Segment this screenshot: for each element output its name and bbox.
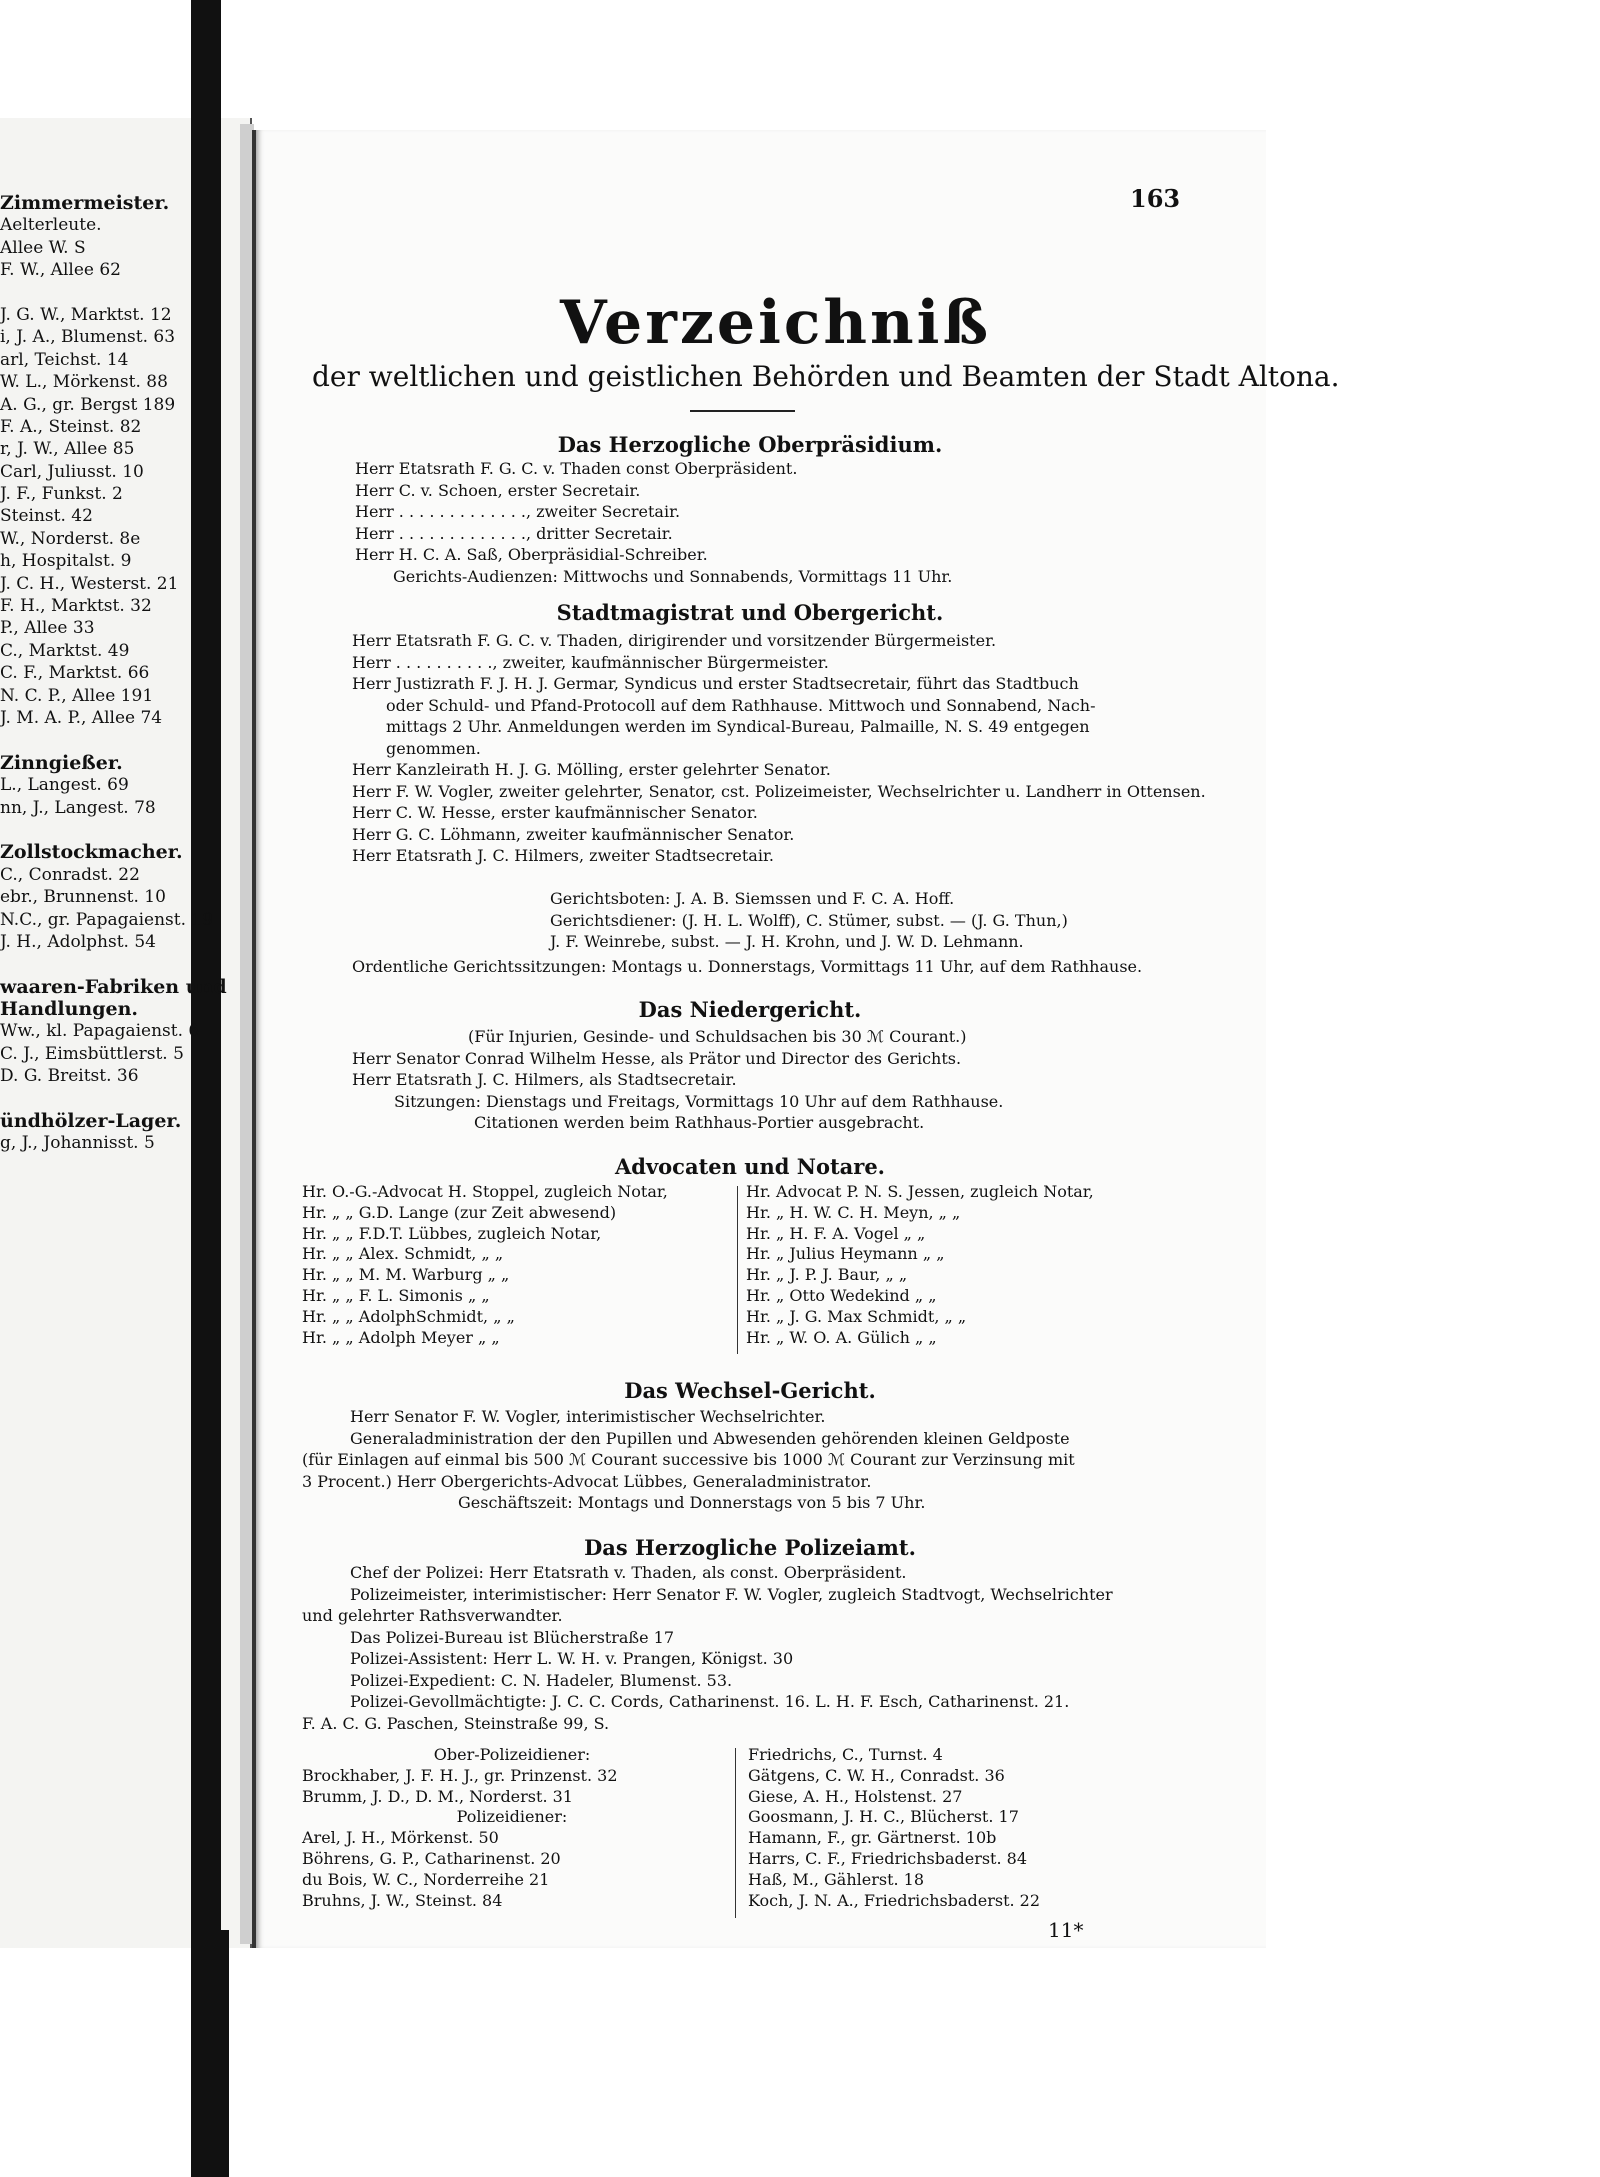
- page-title: Verzeichniß: [560, 288, 992, 358]
- advocate-entry: Hr. „ „ AdolphSchmidt, „ „: [302, 1306, 515, 1326]
- left-line: Carl, Juliusst. 10: [0, 461, 144, 482]
- advocaten-left-column: [302, 1182, 732, 1348]
- title-rule: [690, 410, 795, 412]
- entry-line: (für Einlagen auf einmal bis 500 ℳ Courant successive bis 1000 ℳ Courant zur Verzinsung mit: [302, 1450, 1075, 1469]
- scan-edge-band-lower: [191, 1930, 229, 2177]
- entry-line: 3 Procent.) Herr Obergerichts-Advocat Lübbes, Generaladministrator.: [302, 1471, 872, 1491]
- left-line: F. A., Steinst. 82: [0, 416, 142, 437]
- section-gerichtsboten: [550, 888, 1068, 953]
- gerichtssitzungen: Ordentliche Gerichtssitzungen: Montags u. Donnerstags, Vormittags 11 Uhr, auf dem Rathhause.: [352, 957, 1143, 976]
- advocate-entry: Hr. „ J. G. Max Schmidt, „ „: [746, 1306, 967, 1326]
- advocate-entry: Hr. „ J. P. J. Baur, „ „: [746, 1265, 908, 1285]
- entry-line: Gerichtsboten: J. A. B. Siemssen und F. C. A. Hoff.: [550, 889, 955, 908]
- left-line: J. C. H., Westerst. 21: [0, 573, 179, 594]
- advocate-entry: Hr. „ Otto Wedekind „ „: [746, 1285, 937, 1305]
- column-divider: [735, 1748, 736, 1918]
- advocate-entry: Hr. „ H. W. C. H. Meyn, „ „: [746, 1202, 961, 1222]
- police-entry: Giese, A. H., Holstenst. 27: [748, 1786, 963, 1806]
- advocate-entry: Hr. „ H. F. A. Vogel „ „: [746, 1223, 926, 1243]
- entry-line: Polizei-Gevollmächtigte: J. C. C. Cords, Catharinenst. 16. L. H. F. Esch, Catharinenst. 21.: [350, 1692, 1070, 1711]
- entry-line: Herr Etatsrath F. G. C. v. Thaden const Oberpräsident.: [355, 459, 798, 478]
- entry-line: (Für Injurien, Gesinde- und Schuldsachen bis 30 ℳ Courant.): [468, 1027, 967, 1046]
- entry-line: Herr . . . . . . . . . ., zweiter, kaufmännischer Bürgermeister.: [352, 652, 829, 672]
- entry-line: Herr H. C. A. Saß, Oberpräsidial-Schreiber.: [355, 545, 708, 564]
- entry-line: F. A. C. G. Paschen, Steinstraße 99, S.: [302, 1713, 610, 1733]
- advocate-entry: Hr. „ W. O. A. Gülich „ „: [746, 1327, 937, 1347]
- left-line: D. G. Breitst. 36: [0, 1066, 139, 1087]
- police-entry: Goosmann, J. H. C., Blücherst. 17: [748, 1807, 1019, 1827]
- section-niedergericht: [352, 1026, 1003, 1134]
- police-entry: Haß, M., Gählerst. 18: [748, 1869, 925, 1889]
- entry-line: Herr Etatsrath F. G. C. v. Thaden, dirigirender und vorsitzender Bürgermeister.: [352, 631, 997, 650]
- entry-line: Das Polizei-Bureau ist Blücherstraße 17: [350, 1627, 675, 1647]
- left-line: i, J. A., Blumenst. 63: [0, 327, 176, 348]
- left-line: Aelterleute.: [0, 215, 102, 236]
- left-line: F. H., Marktst. 32: [0, 596, 152, 617]
- left-line: [0, 1088, 240, 1110]
- entry-line: Gerichts-Audienzen: Mittwochs und Sonnabends, Vormittags 11 Uhr.: [393, 566, 953, 586]
- left-line: Allee W. S: [0, 237, 86, 258]
- entry-line: Herr . . . . . . . . . . . . ., dritter Secretair.: [355, 523, 673, 543]
- police-entry: Hamann, F., gr. Gärtnerst. 10b: [748, 1828, 997, 1848]
- police-entry: Brockhaber, J. F. H. J., gr. Prinzenst. 32: [302, 1765, 618, 1785]
- advocate-entry: Hr. O.-G.-Advocat H. Stoppel, zugleich Notar,: [302, 1182, 668, 1201]
- left-line: J. F., Funkst. 2: [0, 484, 123, 505]
- page-number: 163: [1130, 184, 1181, 213]
- left-line: J. G. W., Marktst. 12: [0, 304, 172, 325]
- left-line: C. J., Eimsbüttlerst. 5: [0, 1043, 184, 1064]
- left-line: waaren-Fabriken und: [0, 975, 227, 998]
- advocate-entry: Hr. „ „ Adolph Meyer „ „: [302, 1327, 500, 1347]
- left-line: [0, 729, 240, 751]
- entry-line: Polizeimeister, interimistischer: Herr Senator F. W. Vogler, zugleich Stadtvogt, Wechselrichter: [350, 1584, 1113, 1604]
- entry-line: Gerichtsdiener: (J. H. L. Wolff), C. Stümer, subst. — (J. G. Thun,): [550, 910, 1068, 930]
- entry-line: Citationen werden beim Rathhaus-Portier ausgebracht.: [474, 1113, 925, 1132]
- advocate-entry: Hr. „ „ F. L. Simonis „ „: [302, 1285, 490, 1305]
- entry-line: Herr Etatsrath J. C. Hilmers, als Stadtsecretair.: [352, 1070, 737, 1089]
- left-line: [0, 282, 240, 304]
- entry-line: Herr . . . . . . . . . . . . ., zweiter Secretair.: [355, 502, 681, 521]
- left-line: A. G., gr. Bergst 189: [0, 394, 176, 415]
- left-line: Zinngießer.: [0, 751, 123, 774]
- entry-line: Chef der Polizei: Herr Etatsrath v. Thaden, als const. Oberpräsident.: [350, 1563, 907, 1582]
- entry-line: oder Schuld- und Pfand-Protocoll auf dem Rathhause. Mittwoch und Sonnabend, Nach-: [386, 695, 1096, 715]
- left-line: Handlungen.: [0, 998, 139, 1021]
- left-line: F. W., Allee 62: [0, 260, 121, 281]
- entry-line: Herr Senator Conrad Wilhelm Hesse, als Prätor und Director des Gerichts.: [352, 1048, 962, 1068]
- sub-heading: Polizeidiener:: [456, 1807, 568, 1827]
- section-heading-niedergericht: Das Niedergericht.: [638, 997, 862, 1022]
- entry-line: Herr F. W. Vogler, zweiter gelehrter, Senator, cst. Polizeimeister, Wechselrichter u. Landherr in Ottensen.: [352, 781, 1206, 801]
- left-line: P., Allee 33: [0, 618, 95, 639]
- left-line: N. C. P., Allee 191: [0, 685, 154, 706]
- polizeidiener-right-column: [748, 1745, 1188, 1911]
- section-wechselgericht: [302, 1406, 1075, 1514]
- left-line: C., Conradst. 22: [0, 864, 140, 885]
- advocate-entry: Hr. Advocat P. N. S. Jessen, zugleich Notar,: [746, 1182, 1094, 1201]
- advocate-entry: Hr. „ „ Alex. Schmidt, „ „: [302, 1244, 504, 1264]
- entry-line: Herr Senator F. W. Vogler, interimistischer Wechselrichter.: [350, 1407, 826, 1426]
- section-heading-polizeiamt: Das Herzogliche Polizeiamt.: [584, 1535, 916, 1560]
- section-heading-advocaten: Advocaten und Notare.: [615, 1154, 885, 1179]
- section-heading-stadtmagistrat: Stadtmagistrat und Obergericht.: [556, 600, 944, 625]
- left-line: Zollstockmacher.: [0, 841, 183, 864]
- left-line: [0, 819, 240, 841]
- left-line: r, J. W., Allee 85: [0, 439, 135, 460]
- police-entry: Böhrens, G. P., Catharinenst. 20: [302, 1848, 561, 1868]
- left-line: J. H., Adolphst. 54: [0, 931, 156, 952]
- left-line: arl, Teichst. 14: [0, 349, 129, 370]
- section-oberpraesidium: [355, 458, 952, 587]
- entry-line: Herr Kanzleirath H. J. G. Mölling, erster gelehrter Senator.: [352, 760, 831, 779]
- left-line: [0, 953, 240, 975]
- polizeidiener-left-column: [302, 1745, 722, 1911]
- left-line: ebr., Brunnenst. 10: [0, 887, 166, 908]
- left-line: Ww., kl. Papagaienst. 6: [0, 1021, 200, 1042]
- entry-line: mittags 2 Uhr. Anmeldungen werden im Syndical-Bureau, Palmaille, N. S. 49 entgegen: [386, 717, 1090, 736]
- section-heading-oberpraesidium: Das Herzogliche Oberpräsidium.: [557, 432, 943, 457]
- signature-mark: 11*: [1048, 1918, 1084, 1942]
- police-entry: Koch, J. N. A., Friedrichsbaderst. 22: [748, 1890, 1041, 1910]
- left-line: Zimmermeister.: [0, 192, 170, 214]
- entry-line: Herr Etatsrath J. C. Hilmers, zweiter Stadtsecretair.: [352, 846, 774, 865]
- left-line: Steinst. 42: [0, 506, 93, 527]
- entry-line: Polizei-Assistent: Herr L. W. H. v. Prangen, Königst. 30: [350, 1649, 794, 1668]
- left-line: h, Hospitalst. 9: [0, 551, 132, 572]
- advocate-entry: Hr. „ „ F.D.T. Lübbes, zugleich Notar,: [302, 1223, 602, 1243]
- left-line: C. F., Marktst. 66: [0, 663, 150, 684]
- advocate-entry: Hr. „ „ G.D. Lange (zur Zeit abwesend): [302, 1202, 617, 1222]
- left-line: C., Marktst. 49: [0, 640, 130, 661]
- left-line: N.C., gr. Papagaienst. 19: [0, 909, 214, 930]
- left-line: J. M. A. P., Allee 74: [0, 707, 163, 728]
- police-entry: Harrs, C. F., Friedrichsbaderst. 84: [748, 1848, 1028, 1868]
- police-entry: Arel, J. H., Mörkenst. 50: [302, 1828, 499, 1848]
- section-stadtmagistrat: [352, 630, 1206, 867]
- left-line: W., Norderst. 8e: [0, 528, 141, 549]
- left-line: L., Langest. 69: [0, 775, 129, 796]
- entry-line: Sitzungen: Dienstags und Freitags, Vormittags 10 Uhr auf dem Rathhause.: [394, 1091, 1004, 1111]
- left-line: ündhölzer-Lager.: [0, 1110, 182, 1133]
- sub-heading: Ober-Polizeidiener:: [433, 1745, 591, 1764]
- advocate-entry: Hr. „ „ M. M. Warburg „ „: [302, 1265, 510, 1285]
- advocaten-right-column: [746, 1182, 1186, 1348]
- entry-line: Herr C. v. Schoen, erster Secretair.: [355, 480, 641, 500]
- entry-line: Generaladministration der den Pupillen und Abwesenden gehörenden kleinen Geldposte: [350, 1428, 1070, 1448]
- section-polizeiamt: [302, 1562, 1113, 1734]
- entry-line: Polizei-Expedient: C. N. Hadeler, Blumenst. 53.: [350, 1670, 733, 1690]
- left-line: W. L., Mörkenst. 88: [0, 372, 168, 393]
- section-heading-wechselgericht: Das Wechsel-Gericht.: [624, 1378, 876, 1403]
- police-entry: Bruhns, J. W., Steinst. 84: [302, 1890, 503, 1910]
- police-entry: Brumm, J. D., D. M., Norderst. 31: [302, 1786, 573, 1806]
- police-entry: du Bois, W. C., Norderreihe 21: [302, 1869, 550, 1889]
- left-line: g, J., Johannisst. 5: [0, 1133, 155, 1154]
- entry-line: J. F. Weinrebe, subst. — J. H. Krohn, und J. W. D. Lehmann.: [550, 932, 1024, 951]
- column-divider: [737, 1186, 738, 1354]
- entry-line: Herr C. W. Hesse, erster kaufmännischer Senator.: [352, 803, 758, 822]
- entry-line: und gelehrter Rathsverwandter.: [302, 1606, 563, 1625]
- left-page-text: [0, 192, 240, 1155]
- police-entry: Gätgens, C. W. H., Conradst. 36: [748, 1765, 1005, 1785]
- advocate-entry: Hr. „ Julius Heymann „ „: [746, 1244, 945, 1264]
- police-entry: Friedrichs, C., Turnst. 4: [748, 1745, 943, 1764]
- entry-line: Geschäftszeit: Montags und Donnerstags von 5 bis 7 Uhr.: [458, 1493, 926, 1512]
- page-subtitle: der weltlichen und geistlichen Behörden und Beamten der Stadt Altona.: [312, 360, 1340, 393]
- entry-line: Herr Justizrath F. J. H. J. Germar, Syndicus und erster Stadtsecretair, führt das Stadtbuch: [352, 674, 1079, 693]
- entry-line: genommen.: [386, 738, 481, 758]
- left-line: nn, J., Langest. 78: [0, 797, 156, 818]
- entry-line: Herr G. C. Löhmann, zweiter kaufmännischer Senator.: [352, 824, 795, 844]
